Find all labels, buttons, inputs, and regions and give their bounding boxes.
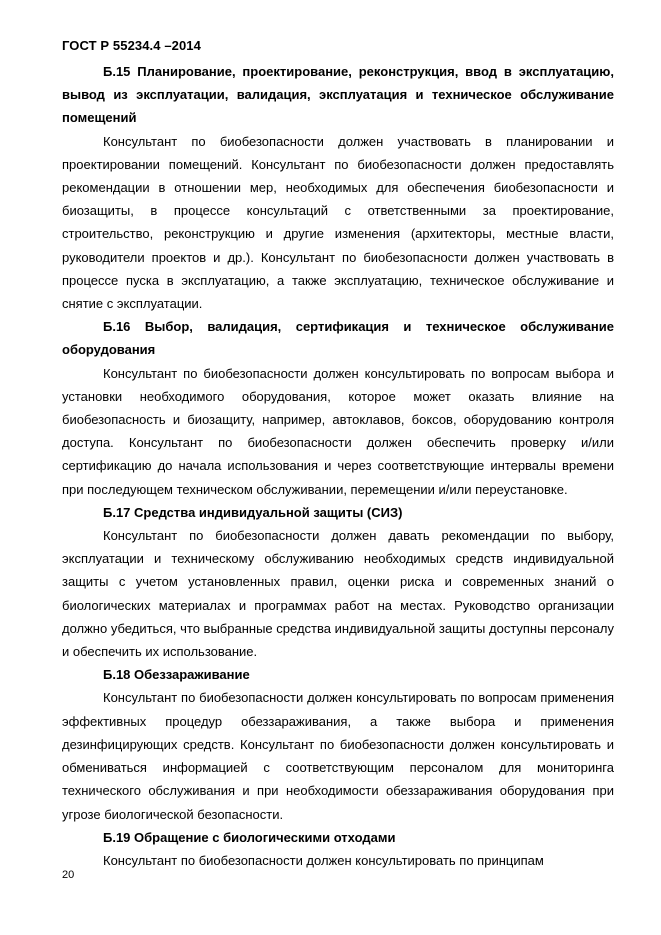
document-body [62, 60, 614, 872]
section-body-b19: Консультант по биобезопасности должен консультировать по принципам [103, 852, 544, 868]
section-body-b18: Консультант по биобезопасности должен консультировать по вопросам применения эффективных процедур обеззараживания, а также выбора и применения дезинфицирующих средств. Консультант по биобезопасности должен консультировать и обмениваться информацией с соответствующим персоналом для мониторинга технического обслуживания и при необходимости обеззараживания оборудования при угрозе биологической безопасности. [62, 690, 614, 822]
section-body-b17: Консультант по биобезопасности должен давать рекомендации по выбору, эксплуатации и техническому обслуживанию необходимых средств индивидуальной защиты с учетом установленных правил, оценки риска и современных знаний о биологических материалах и программах работ на местах. Руководство организации должно убедиться, что выбранные средства индивидуальной защиты доступны персоналу и обеспечить их использование. [62, 528, 614, 660]
section-heading-b17: Б.17 Средства индивидуальной защиты (СИЗ) [103, 504, 403, 520]
section-body-b16: Консультант по биобезопасности должен консультировать по вопросам выбора и установки необходимого оборудования, которое может оказать влияние на биобезопасность и биозащиту, например, автоклавов, боксов, оборудованию контроля доступа. Консультант по биобезопасности должен обеспечить проверку и/или сертификацию до начала использования и через соответствующие интервалы времени при последующем техническом обслуживании, перемещении и/или переустановке. [62, 365, 614, 497]
section-heading-b19: Б.19 Обращение с биологическими отходами [103, 829, 396, 845]
document-id: ГОСТ Р 55234.4 –2014 [62, 38, 201, 53]
section-heading-b16: Б.16 Выбор, валидация, сертификация и техническое обслуживание оборудования [62, 319, 614, 358]
section-heading-b15: Б.15 Планирование, проектирование, реконструкция, ввод в эксплуатацию, вывод из эксплуатации, валидация, эксплуатация и техническое обслуживание помещений [62, 64, 614, 126]
section-heading-b18: Б.18 Обеззараживание [103, 667, 250, 683]
section-body-b15: Консультант по биобезопасности должен участвовать в планировании и проектировании помещений. Консультант по биобезопасности должен предоставлять рекомендации в отношении мер, необходимых для обеспечения биобезопасности и биозащиты, в процессе консультаций с ответственными за проектирование, строительство, реконструкцию и другие изменения (архитекторы, местные власти, руководители проектов и др.). Консультант по биобезопасности должен участвовать в процессе пуска в эксплуатацию, а также эксплуатацию, техническое обслуживание и снятие с эксплуатации. [62, 133, 614, 312]
page-number: 20 [62, 869, 75, 881]
